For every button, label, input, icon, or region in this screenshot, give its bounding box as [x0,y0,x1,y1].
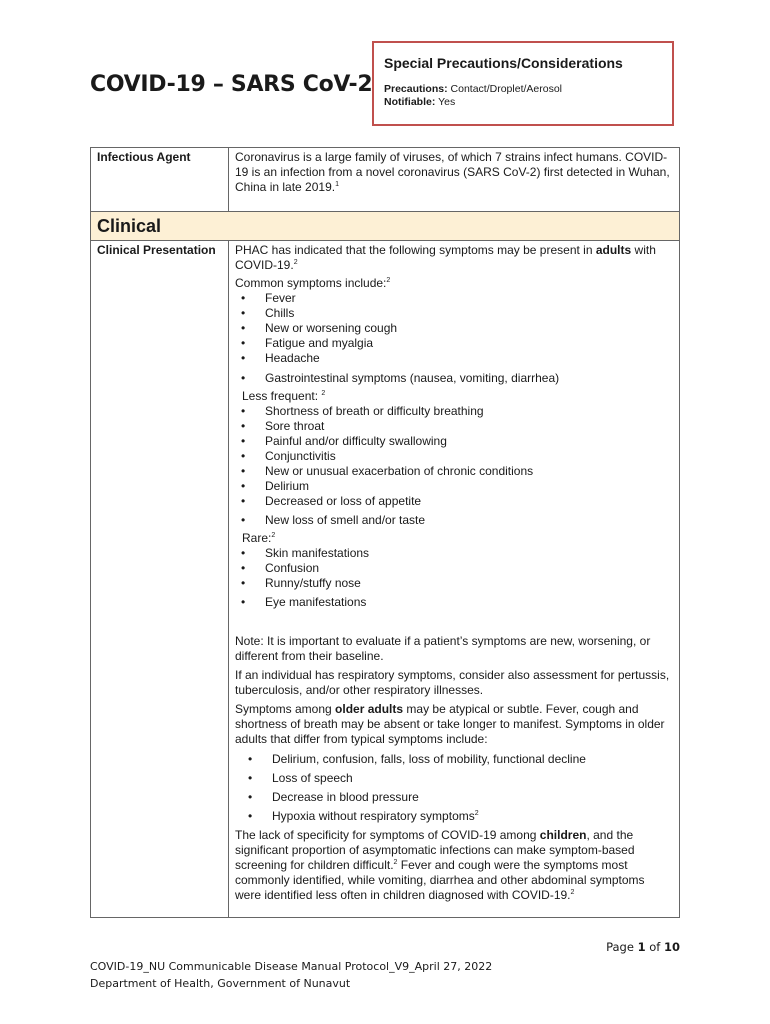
list-item: • New loss of smell and/or taste [235,513,673,528]
older-adults-list [235,752,673,824]
children-bold: children [539,828,587,842]
list-item: • Fatigue and myalgia [235,336,673,351]
children-paragraph [235,828,673,903]
list-item: • Fever [235,291,673,306]
rare-list [235,546,673,610]
precautions-box-title: Special Precautions/Considerations [384,55,623,71]
list-item [235,809,673,824]
list-item: • Shortness of breath or difficulty breathing [235,404,673,419]
common-symptoms-list [235,291,673,386]
respiratory-paragraph: If an individual has respiratory symptoms, consider also assessment for pertussis, tuberculosis, and/or other respiratory illnesses. [235,668,670,697]
page-of: of [649,940,661,954]
footer-department-line: Department of Health, Government of Nunavut [90,977,351,990]
intro-bold: adults [595,243,632,257]
notifiable-label: Notifiable: [384,96,436,108]
page-title: COVID-19 – SARS CoV-2 [90,72,373,97]
clinical-presentation-label: Clinical Presentation [91,241,229,918]
reference-marker: 2 [321,390,326,397]
intro-text: PHAC has indicated that the following symptoms may be present in [235,243,596,257]
notifiable-value: Yes [438,96,456,108]
list-item: • Skin manifestations [235,546,673,561]
infectious-agent-text: Coronavirus is a large family of viruses, of which 7 strains infect humans. COVID-19 is an infection from a novel coronavirus (SARS CoV-2) first detected in Wuhan, China in late 2019. [235,150,670,194]
infectious-agent-label: Infectious Agent [91,148,229,212]
infectious-agent-cell [229,148,680,212]
list-item: • Runny/stuffy nose [235,576,673,591]
reference-marker: 1 [335,181,339,188]
protocol-table [90,147,680,918]
older-bold: older adults [335,702,404,716]
reference-marker: 2 [386,277,391,284]
page-current: 1 [637,940,646,954]
infectious-agent-row [91,148,680,212]
list-item: • Delirium [235,479,673,494]
list-item: • Confusion [235,561,673,576]
children-post: Fever and cough were the symptoms most commonly identified, while vomiting, diarrhea and other abdominal symptoms were identified less often in children diagnosed with COVID-19. [235,858,645,902]
page-label: Page [606,940,634,954]
list-item: • Eye manifestations [235,595,673,610]
rare-heading [235,531,673,546]
list-item: • Delirium, confusion, falls, loss of mobility, functional decline [235,752,673,767]
list-item: • Headache [235,351,673,366]
common-heading [235,276,673,291]
less-frequent-list [235,404,673,528]
note-paragraph: Note: It is important to evaluate if a patient’s symptoms are new, worsening, or different from their baseline. [235,634,651,663]
footer-protocol-line: COVID-19_NU Communicable Disease Manual Protocol_V9_April 27, 2022 [90,960,493,973]
page-total: 10 [663,940,680,954]
reference-marker: 2 [293,259,298,266]
rare-heading-text: Rare: [242,531,272,545]
older-pre: Symptoms among [235,702,336,716]
clinical-intro [235,243,673,273]
precautions-label: Precautions: [384,83,448,95]
intro-post: with COVID-19. [235,243,656,272]
clinical-presentation-row [91,241,680,918]
list-item: • Sore throat [235,419,673,434]
reference-marker: 2 [570,889,575,896]
precautions-value: Contact/Droplet/Aerosol [450,83,563,95]
list-item: • Loss of speech [235,771,673,786]
list-item: • Painful and/or difficulty swallowing [235,434,673,449]
common-heading-text: Common symptoms include: [235,276,387,290]
list-item: • New or unusual exacerbation of chronic conditions [235,464,673,479]
precautions-line [384,83,662,96]
section-heading-clinical: Clinical [91,212,680,241]
children-mid: , and the significant proportion of asymptomatic infections can make symptom-based screening for children difficult. [235,828,635,872]
section-row [91,212,680,241]
less-frequent-heading [235,389,673,404]
list-item: • Conjunctivitis [235,449,673,464]
less-heading-text: Less frequent: [242,389,319,403]
older-post: may be atypical or subtle. Fever, cough and shortness of breath may be absent or take longer to manifest. Symptoms in older adults that differ from typical symptoms include: [235,702,665,746]
list-item: • New or worsening cough [235,321,673,336]
special-precautions-box [372,41,674,126]
notifiable-line [384,96,662,109]
children-pre: The lack of specificity for symptoms of COVID-19 among [235,828,540,842]
older-adults-paragraph [235,702,673,747]
reference-marker: 2 [474,810,479,817]
list-item-text: Hypoxia without respiratory symptoms [272,809,475,823]
list-item: • Gastrointestinal symptoms (nausea, vomiting, diarrhea) [235,371,673,386]
clinical-presentation-cell [229,241,680,918]
reference-marker: 2 [393,859,398,866]
list-item: • Decrease in blood pressure [235,790,673,805]
list-item: • Decreased or loss of appetite [235,494,673,509]
page-number [606,940,680,954]
reference-marker: 2 [271,532,276,539]
list-item: • Chills [235,306,673,321]
